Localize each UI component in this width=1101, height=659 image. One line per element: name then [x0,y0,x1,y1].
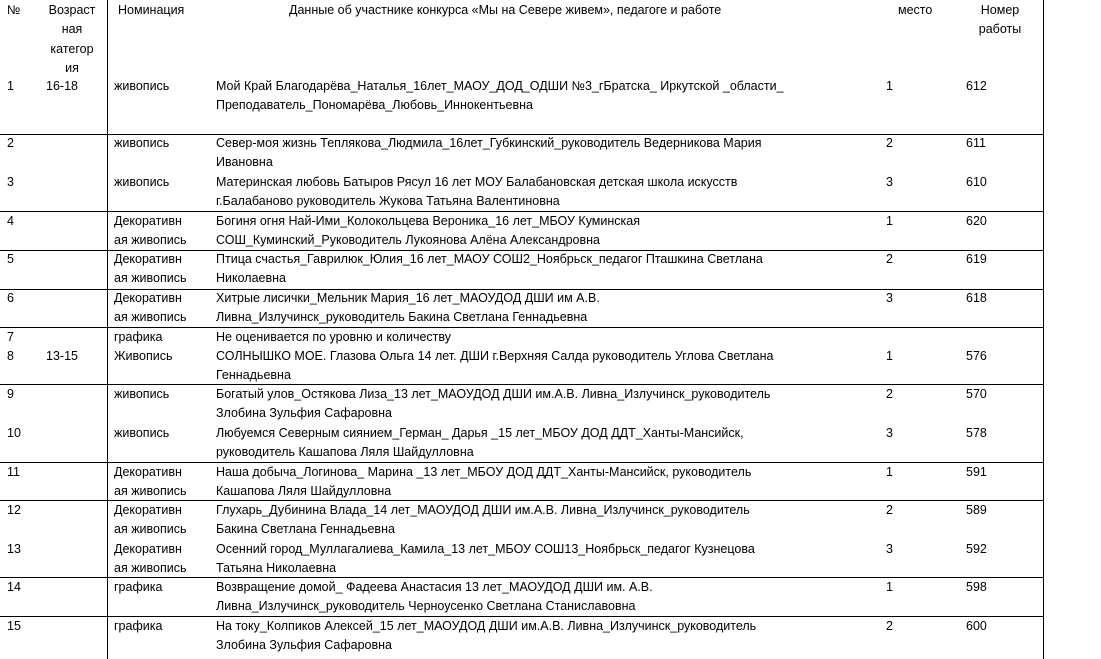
data-line: Материнская любовь Батыров Рясул 16 лет МОУ Балабановская детская школа искусств [216,175,738,189]
row-number: 7 [7,330,14,344]
table-right-border [1043,0,1044,659]
data-line: Злобина Зульфия Сафаровна [216,638,393,653]
header-age-line: Возраст [48,3,96,17]
row-place: 3 [886,175,893,189]
row-age-category: 13-15 [46,349,78,363]
row-participant-data [216,328,451,347]
row-work-number: 589 [966,503,987,517]
header-age-line: категор [50,41,94,56]
nomination-line: ая живопись [114,484,187,499]
data-line: г.Балабаново руководитель Жукова Татьяна Валентиновна [216,194,560,209]
data-line: Любуемся Северным сиянием_Герман_ Дарья _15 лет_МБОУ ДОД ДДТ_Ханты-Мансийск, [216,426,744,440]
row-place: 1 [886,465,893,479]
row-number: 14 [7,580,21,594]
header-place: место [898,3,933,17]
nomination-line: Декоративн [114,503,182,517]
row-participant-data [216,501,750,540]
data-line: СОШ_Куминский_Руководитель Лукоянова Алёна Александровна [216,233,600,248]
row-participant-data [216,250,763,289]
row-participant-data [216,347,773,386]
data-line: руководитель Кашапова Ляля Шайдулловна [216,445,474,460]
row-number: 12 [7,503,21,517]
data-line: Богатый улов_Остякова Лиза_13 лет_МАОУДОД ДШИ им.А.В. Ливна_Излучинск_руководитель [216,387,771,401]
row-place: 2 [886,136,893,150]
data-line: Мой Край Благодарёва_Наталья_16лет_МАОУ_ДОД_ОДШИ №3_гБратска_ Иркутской _области_ [216,79,784,93]
header-age-category [40,1,104,78]
row-work-number: 600 [966,619,987,633]
nomination-line: Декоративн [114,214,182,228]
row-participant-data [216,77,784,116]
row-work-number: 611 [966,136,986,150]
data-line: Татьяна Николаевна [216,561,337,576]
row-nomination [114,250,187,289]
row-nomination: Живопись [114,349,173,363]
data-line: Наша добыча_Логинова_ Марина _13 лет_МБОУ ДОД ДДТ_Ханты-Мансийск, руководитель [216,465,752,479]
data-line: Кашапова Ляля Шайдулловна [216,484,392,499]
nomination-line: ая живопись [114,310,187,325]
row-participant-data [216,173,737,212]
nomination-line: ая живопись [114,522,187,537]
nomination-line: ая живопись [114,233,187,248]
row-number: 10 [7,426,21,440]
data-line: Ивановна [216,155,273,170]
row-number: 3 [7,175,14,189]
data-line: Николаевна [216,271,286,286]
row-place: 1 [886,214,893,228]
data-line: Злобина Зульфия Сафаровна [216,406,393,421]
row-nomination [114,289,187,328]
row-number: 1 [7,79,14,93]
nomination-line: Декоративн [114,252,182,266]
header-age-line: ия [65,60,79,75]
data-line: Возвращение домой_ Фадеева Анастасия 13 лет_МАОУДОД ДШИ им. А.В. [216,580,653,594]
row-work-number: 618 [966,291,987,305]
row-place: 2 [886,503,893,517]
row-nomination [114,463,187,502]
row-number: 11 [7,465,20,479]
row-place: 3 [886,542,893,556]
row-nomination [114,501,187,540]
row-nomination: живопись [114,387,170,401]
row-nomination [114,212,187,251]
row-number: 2 [7,136,14,150]
data-line: Геннадьевна [216,368,291,383]
row-participant-data [216,289,600,328]
row-place: 1 [886,349,893,363]
row-number: 4 [7,214,14,228]
row-nomination: живопись [114,136,170,150]
row-place: 2 [886,619,893,633]
nomination-line: Декоративн [114,291,182,305]
row-number: 9 [7,387,14,401]
row-work-number: 610 [966,175,987,189]
row-number: 5 [7,252,14,266]
row-place: 3 [886,291,893,305]
header-work-line: Номер [980,3,1020,17]
row-work-number: 620 [966,214,987,228]
row-nomination: графика [114,330,163,344]
row-nomination: живопись [114,175,170,189]
data-line: Ливна_Излучинск_руководитель Бакина Светлана Геннадьевна [216,310,588,325]
header-age-line: ная [61,22,83,37]
nomination-line: Декоративн [114,465,182,479]
row-nomination: живопись [114,79,170,93]
header-nomination: Номинация [118,3,185,17]
header-participant-data: Данные об участнике конкурса «Мы на Севере живем», педагоге и работе [289,3,722,17]
row-participant-data [216,212,640,251]
data-line: Глухарь_Дубинина Влада_14 лет_МАОУДОД ДШИ им.А.В. Ливна_Излучинск_руководитель [216,503,750,517]
data-line: На току_Колпиков Алексей_15 лет_МАОУДОД ДШИ им.А.В. Ливна_Излучинск_руководитель [216,619,757,633]
row-participant-data [216,540,755,579]
row-place: 2 [886,387,893,401]
row-nomination: графика [114,619,163,633]
data-line: Богиня огня Най-Ими_Колокольцева Вероника_16 лет_МБОУ Куминская [216,214,640,228]
header-work-number [962,1,1038,40]
nomination-line: ая живопись [114,561,187,576]
row-work-number: 612 [966,79,987,93]
row-place: 1 [886,79,893,93]
row-participant-data [216,385,770,424]
row-nomination [114,540,187,579]
header-number: № [7,3,21,17]
row-place: 2 [886,252,893,266]
row-work-number: 598 [966,580,987,594]
data-line: Птица счастья_Гаврилюк_Юлия_16 лет_МАОУ СОШ2_Ноябрьск_педагог Пташкина Светлана [216,252,763,266]
row-number: 15 [7,619,21,633]
row-participant-data [216,424,744,463]
row-work-number: 592 [966,542,987,556]
data-line: Преподаватель_Пономарёва_Любовь_Иннокентьевна [216,98,533,113]
data-line: Ливна_Излучинск_руководитель Черноусенко Светлана Станиславовна [216,599,636,614]
data-line: СОЛНЫШКО МОЕ. Глазова Ольга 14 лет. ДШИ г.Верхняя Салда руководитель Углова Светлана [216,349,774,363]
nomination-line: Декоративн [114,542,182,556]
row-participant-data [216,578,653,617]
nomination-line: ая живопись [114,271,187,286]
row-work-number: 570 [966,387,987,401]
data-line: Север-моя жизнь Теплякова_Людмила_16лет_Губкинский_руководитель Ведерникова Мария [216,136,762,150]
data-line: Бакина Светлана Геннадьевна [216,522,395,537]
row-participant-data [216,134,762,173]
row-participant-data [216,463,751,502]
row-work-number: 578 [966,426,987,440]
row-place: 1 [886,580,893,594]
row-number: 13 [7,542,21,556]
row-nomination: живопись [114,426,170,440]
row-number: 6 [7,291,14,305]
row-age-category: 16-18 [46,79,78,93]
row-work-number: 619 [966,252,987,266]
row-nomination: графика [114,580,163,594]
row-work-number: 576 [966,349,987,363]
data-line: Хитрые лисички_Мельник Мария_16 лет_МАОУДОД ДШИ им А.В. [216,291,600,305]
data-line: Не оценивается по уровню и количеству [216,330,451,344]
table-left-border [107,0,108,659]
data-line: Осенний город_Муллагалиева_Камила_13 лет_МБОУ СОШ13_Ноябрьск_педагог Кузнецова [216,542,755,556]
row-number: 8 [7,349,14,363]
row-participant-data [216,617,756,656]
row-place: 3 [886,426,893,440]
row-work-number: 591 [966,465,987,479]
header-work-line: работы [978,22,1022,37]
